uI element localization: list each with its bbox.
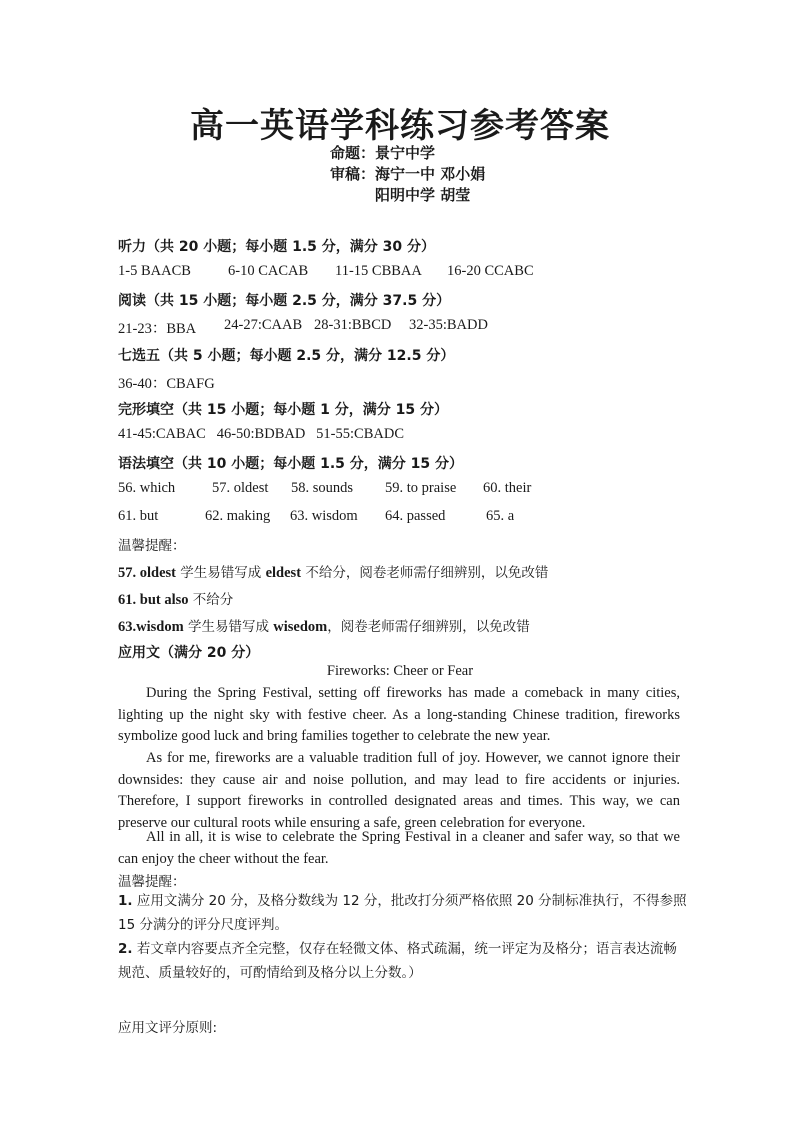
- seven-five-answers: 36-40：CBAFG: [118, 376, 215, 392]
- grammar-note-61: [118, 588, 233, 609]
- rule-number: 2.: [118, 941, 133, 957]
- reading-answer-2: 24-27:CAAB: [224, 317, 303, 333]
- listening-answer-3: 11-15 CBBAA: [335, 263, 422, 279]
- reading-answer-4: 32-35:BADD: [409, 317, 488, 333]
- grammar-answer-62: 62. making: [205, 508, 271, 524]
- reviewer-credit-2: 阳明中学 胡莹: [375, 186, 471, 204]
- cloze-answers: 41-45:CABAC 46-50:BDBAD 51-55:CBADC: [118, 426, 404, 442]
- note-key: 57. oldest: [118, 565, 176, 581]
- writing-reminder-label: 温馨提醒：: [118, 874, 186, 890]
- essay-paragraph-3: All in all, it is wise to celebrate the Spring Festival in a cleaner and safer way, so that we can enjoy the cheer without the fear.: [118, 829, 680, 867]
- essay-title: Fireworks: Cheer or Fear: [326, 663, 474, 679]
- listening-heading: 听力（共 20 小题；每小题 1.5 分，满分 30 分）: [118, 239, 436, 255]
- rule-text: 应用文满分 20 分，及格分数线为 12 分，批改打分须严格依照 20 分制标准执行，不得参照 15 分满分的评分尺度评判。: [118, 893, 687, 933]
- reading-heading: 阅读（共 15 小题；每小题 2.5 分，满分 37.5 分）: [118, 293, 451, 309]
- writing-heading: 应用文（满分 20 分）: [118, 645, 260, 661]
- grammar-answer-59: 59. to praise: [385, 480, 457, 496]
- rule-number: 1.: [118, 893, 133, 909]
- note-text: 不给分，阅卷老师需仔细辨别，以免改错: [301, 565, 549, 581]
- writing-rule-1: [118, 889, 688, 937]
- reviewer-credit-1: 审稿：海宁一中 邓小娟: [330, 165, 486, 183]
- page-title: 高一英语学科练习参考答案: [190, 106, 610, 146]
- note-text: 不给分: [188, 592, 234, 608]
- listening-answer-1: 1-5 BAACB: [118, 263, 191, 279]
- grammar-note-63: [118, 615, 530, 636]
- grammar-answer-56: 56. which: [118, 480, 176, 496]
- grammar-reminder-label: 温馨提醒：: [118, 538, 186, 554]
- note-key: 63.wisdom: [118, 619, 184, 635]
- grammar-heading: 语法填空（共 10 小题；每小题 1.5 分，满分 15 分）: [118, 456, 464, 472]
- reading-answer-3: 28-31:BBCD: [314, 317, 392, 333]
- grammar-answer-65: 65. a: [486, 508, 515, 524]
- listening-answer-2: 6-10 CACAB: [228, 263, 309, 279]
- note-key: 61. but also: [118, 592, 189, 608]
- seven-five-heading: 七选五（共 5 小题；每小题 2.5 分，满分 12.5 分）: [118, 348, 455, 364]
- grammar-note-57: [118, 561, 548, 582]
- setter-credit: 命题：景宁中学: [330, 144, 436, 162]
- grammar-answer-58: 58. sounds: [291, 480, 354, 496]
- note-text: 学生易错写成: [183, 619, 274, 635]
- rule-text: 若文章内容要点齐全完整，仅存在轻微文体、格式疏漏，统一评定为及格分；语言表达流畅规范、质量较好的，可酌情给到及格分以上分数。）: [118, 941, 677, 981]
- listening-answer-4: 16-20 CCABC: [447, 263, 534, 279]
- reading-answer-1: 21-23：BBA: [118, 321, 197, 337]
- cloze-heading: 完形填空（共 15 小题；每小题 1 分，满分 15 分）: [118, 402, 448, 418]
- note-wrong-word: eldest: [265, 565, 302, 581]
- note-wrong-word: wisedom: [273, 619, 328, 635]
- essay-paragraph-1: During the Spring Festival, setting off fireworks has made a comeback in many cities, lighting up the night sky with festive cheer. As a long-standing Chinese tradition, fireworks symbolize good luck and bring families together to celebrate the new year.: [118, 685, 680, 744]
- grammar-answer-60: 60. their: [483, 480, 532, 496]
- grammar-answer-63: 63. wisdom: [290, 508, 358, 524]
- grammar-answer-64: 64. passed: [385, 508, 446, 524]
- grammar-answer-57: 57. oldest: [212, 480, 269, 496]
- grammar-answer-61: 61. but: [118, 508, 159, 524]
- writing-rule-2: [118, 937, 688, 985]
- note-text: 学生易错写成: [176, 565, 266, 581]
- essay-paragraph-2: As for me, fireworks are a valuable tradition full of joy. However, we cannot ignore their downsides: they cause air and noise pollution, and may lead to fire accidents or injuries. Therefore, I support fireworks in controlled designated areas and times. This way, we can preserve our cultural roots while ensuring a safe, green celebration for everyone.: [118, 750, 680, 831]
- note-text: ，阅卷老师需仔细辨别，以免改错: [327, 619, 530, 635]
- scoring-principles-heading: 应用文评分原则:: [118, 1020, 218, 1036]
